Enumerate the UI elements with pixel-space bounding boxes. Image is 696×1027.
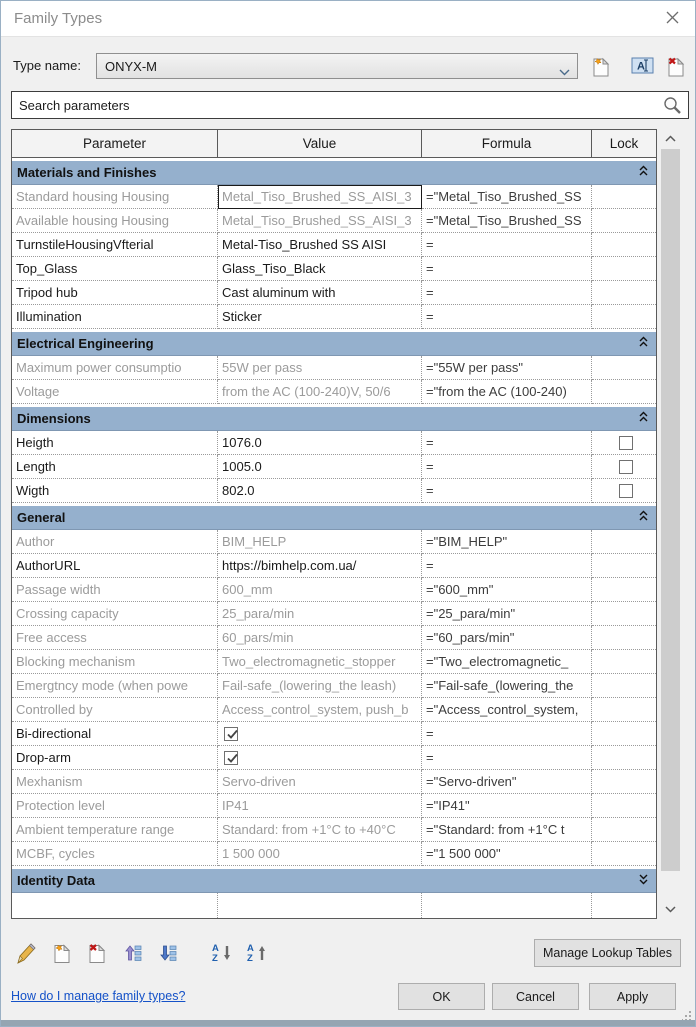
parameter-value-cell[interactable]: 55W per pass <box>218 356 422 380</box>
parameter-lock-cell[interactable] <box>592 842 656 866</box>
table-row <box>12 209 656 233</box>
empty-column <box>592 893 656 918</box>
table-row <box>12 455 656 479</box>
svg-text:A: A <box>636 60 645 73</box>
table-row <box>12 722 656 746</box>
parameter-lock-cell[interactable] <box>592 674 656 698</box>
parameter-value-cell[interactable]: Metal-Tiso_Brushed SS AISI <box>218 233 422 257</box>
parameter-lock-cell[interactable] <box>592 380 656 404</box>
table-row <box>12 530 656 554</box>
parameter-formula-cell[interactable]: ="60_pars/min" <box>422 626 592 650</box>
parameter-lock-cell[interactable] <box>592 554 656 578</box>
parameter-lock-cell[interactable] <box>592 818 656 842</box>
parameter-formula-cell[interactable]: ="from the AC (100-240) <box>422 380 592 404</box>
move-parameter-up-button[interactable] <box>118 940 144 968</box>
apply-button[interactable]: Apply <box>589 983 676 1010</box>
parameter-value-cell[interactable]: 1 500 000 <box>218 842 422 866</box>
parameter-lock-cell[interactable] <box>592 626 656 650</box>
type-name-value: ONYX-M <box>105 58 157 74</box>
parameter-formula-cell[interactable]: ="Two_electromagnetic_ <box>422 650 592 674</box>
empty-column <box>218 893 422 918</box>
section-title: Dimensions <box>17 411 91 426</box>
parameter-name-cell[interactable]: Bi-directional <box>12 722 218 746</box>
search-input[interactable] <box>11 91 689 119</box>
parameter-name-cell[interactable]: MCBF, cycles <box>12 842 218 866</box>
parameter-value-cell[interactable]: BIM_HELP <box>218 530 422 554</box>
resize-grip[interactable] <box>682 1008 692 1018</box>
parameter-value-cell[interactable]: Fail-safe_(lowering_the leash) <box>218 674 422 698</box>
section-header-general[interactable] <box>12 506 656 530</box>
parameter-formula-cell[interactable]: = <box>422 305 592 329</box>
vertical-scrollbar[interactable] <box>660 129 681 919</box>
parameter-lock-cell[interactable] <box>592 305 656 329</box>
column-header-parameter[interactable]: Parameter <box>12 130 218 157</box>
parameter-formula-cell[interactable]: ="1 500 000" <box>422 842 592 866</box>
parameter-name-cell[interactable]: Maximum power consumptio <box>12 356 218 380</box>
delete-type-button[interactable] <box>661 53 689 80</box>
table-row <box>12 746 656 770</box>
table-row <box>12 602 656 626</box>
parameter-formula-cell[interactable]: ="Access_control_system, <box>422 698 592 722</box>
search-icon[interactable] <box>662 96 682 121</box>
parameter-value-cell[interactable]: Two_electromagnetic_stopper <box>218 650 422 674</box>
edit-parameter-button[interactable] <box>13 940 39 968</box>
parameter-value-cell[interactable]: IP41 <box>218 794 422 818</box>
parameter-name-cell[interactable]: Wigth <box>12 479 218 503</box>
empty-column <box>422 893 592 918</box>
table-body <box>12 158 656 918</box>
parameter-formula-cell[interactable]: = <box>422 722 592 746</box>
section-header-identity-data[interactable] <box>12 869 656 893</box>
parameter-name-cell[interactable]: Passage width <box>12 578 218 602</box>
type-name-label: Type name: <box>13 58 81 73</box>
parameter-lock-cell[interactable] <box>592 794 656 818</box>
svg-text:A: A <box>212 943 219 954</box>
parameter-value-cell[interactable]: Glass_Tiso_Black <box>218 257 422 281</box>
table-row <box>12 842 656 866</box>
parameter-formula-cell[interactable]: ="BIM_HELP" <box>422 530 592 554</box>
parameter-value-cell[interactable]: Metal_Tiso_Brushed_SS_AISI_3 <box>218 185 422 209</box>
parameter-name-cell[interactable]: Protection level <box>12 794 218 818</box>
parameter-lock-cell[interactable] <box>592 257 656 281</box>
rename-type-button[interactable] <box>628 53 656 80</box>
section-header-electrical-engineering[interactable] <box>12 332 656 356</box>
section-header-materials-and-finishes[interactable] <box>12 161 656 185</box>
collapse-chevron-up-icon[interactable] <box>639 509 648 527</box>
table-row <box>12 305 656 329</box>
table-row <box>12 257 656 281</box>
help-link[interactable]: How do I manage family types? <box>11 989 186 1003</box>
parameter-formula-cell[interactable]: = <box>422 257 592 281</box>
parameter-lock-cell[interactable] <box>592 356 656 380</box>
value-checkbox[interactable] <box>224 727 238 741</box>
ok-button[interactable]: OK <box>398 983 485 1010</box>
search-placeholder: Search parameters <box>19 97 130 113</box>
table-row <box>12 281 656 305</box>
parameter-name-cell[interactable]: Emergtncy mode (when powe <box>12 674 218 698</box>
new-type-button[interactable] <box>586 53 614 80</box>
column-header-formula[interactable]: Formula <box>422 130 592 157</box>
parameter-value-cell[interactable]: https://bimhelp.com.ua/ <box>218 554 422 578</box>
parameter-name-cell[interactable]: Crossing capacity <box>12 602 218 626</box>
lock-checkbox[interactable] <box>619 460 633 474</box>
svg-text:A: A <box>247 943 254 954</box>
parameter-formula-cell[interactable]: ="Standard: from +1°C t <box>422 818 592 842</box>
type-name-row <box>1 53 695 81</box>
table-row <box>12 674 656 698</box>
sort-ascending-button[interactable] <box>209 940 235 968</box>
table-row <box>12 770 656 794</box>
new-parameter-button[interactable] <box>48 940 74 968</box>
parameter-value-cell[interactable]: from the AC (100-240)V, 50/6 <box>218 380 422 404</box>
parameter-formula-cell[interactable]: = <box>422 233 592 257</box>
parameter-formula-cell[interactable]: = <box>422 281 592 305</box>
parameter-lock-cell[interactable] <box>592 578 656 602</box>
table-empty-area <box>12 893 656 918</box>
parameter-name-cell[interactable]: Standard housing Housing <box>12 185 218 209</box>
parameter-value-cell[interactable]: Standard: from +1°C to +40°C <box>218 818 422 842</box>
section-title: Materials and Finishes <box>17 165 157 180</box>
column-header-lock[interactable]: Lock <box>609 136 639 151</box>
table-row <box>12 431 656 455</box>
collapse-chevron-up-icon[interactable] <box>639 164 648 182</box>
parameter-name-cell[interactable]: Ambient temperature range <box>12 818 218 842</box>
table-row <box>12 233 656 257</box>
parameter-formula-cell[interactable]: = <box>422 479 592 503</box>
parameter-value-cell[interactable]: 802.0 <box>218 479 422 503</box>
table-row <box>12 578 656 602</box>
parameter-name-cell[interactable]: Length <box>12 455 218 479</box>
parameter-name-cell[interactable]: Available housing Housing <box>12 209 218 233</box>
scrollbar-thumb[interactable] <box>661 149 680 871</box>
parameter-lock-cell[interactable] <box>592 602 656 626</box>
parameter-name-cell[interactable]: Mexhanism <box>12 770 218 794</box>
parameter-lock-cell[interactable] <box>592 185 656 209</box>
section-title: General <box>17 510 66 525</box>
parameter-value-cell[interactable]: 600_mm <box>218 578 422 602</box>
parameter-formula-cell[interactable]: ="55W per pass" <box>422 356 592 380</box>
window-bottom-edge <box>1 1020 695 1026</box>
parameter-formula-cell[interactable]: ="IP41" <box>422 794 592 818</box>
svg-text:Z: Z <box>247 953 253 964</box>
parameter-lock-cell[interactable] <box>592 209 656 233</box>
section-title: Identity Data <box>17 873 96 888</box>
table-row <box>12 380 656 404</box>
parameter-value-cell[interactable]: 25_para/min <box>218 602 422 626</box>
lock-checkbox[interactable] <box>619 436 633 450</box>
parameter-formula-cell[interactable]: = <box>422 431 592 455</box>
table-row <box>12 698 656 722</box>
collapse-chevron-up-icon[interactable] <box>639 410 648 428</box>
parameter-formula-cell[interactable]: ="Metal_Tiso_Brushed_SS <box>422 209 592 233</box>
collapse-chevron-down-icon[interactable] <box>639 872 648 890</box>
parameter-name-cell[interactable]: Heigth <box>12 431 218 455</box>
svg-text:Z: Z <box>212 953 218 964</box>
parameter-lock-cell[interactable] <box>592 746 656 770</box>
parameter-lock-cell[interactable] <box>592 770 656 794</box>
parameter-lock-cell[interactable] <box>592 281 656 305</box>
table-row <box>12 794 656 818</box>
parameter-toolbar <box>13 939 270 969</box>
parameter-formula-cell[interactable]: ="Servo-driven" <box>422 770 592 794</box>
parameter-lock-cell[interactable] <box>592 233 656 257</box>
column-header-value[interactable]: Value <box>218 130 422 157</box>
parameter-name-cell[interactable]: Top_Glass <box>12 257 218 281</box>
parameter-name-cell[interactable]: Blocking mechanism <box>12 650 218 674</box>
section-header-dimensions[interactable] <box>12 407 656 431</box>
cancel-button[interactable]: Cancel <box>492 983 579 1010</box>
manage-lookup-tables-button[interactable]: Manage Lookup Tables <box>534 939 681 967</box>
parameter-lock-cell[interactable] <box>592 722 656 746</box>
close-icon[interactable] <box>659 7 685 31</box>
parameter-lock-cell[interactable] <box>592 650 656 674</box>
parameter-formula-cell[interactable]: = <box>422 455 592 479</box>
parameter-lock-cell[interactable] <box>592 479 656 503</box>
parameter-name-cell[interactable]: Drop-arm <box>12 746 218 770</box>
parameter-value-cell[interactable] <box>218 722 422 746</box>
table-header <box>12 130 656 158</box>
parameter-value-cell[interactable]: Servo-driven <box>218 770 422 794</box>
scroll-up-icon[interactable] <box>660 129 681 148</box>
table-row <box>12 479 656 503</box>
table-row <box>12 650 656 674</box>
chevron-down-icon <box>559 63 570 81</box>
delete-parameter-button[interactable] <box>83 940 109 968</box>
parameter-value-cell[interactable]: 1005.0 <box>218 455 422 479</box>
table-row <box>12 626 656 650</box>
parameter-name-cell[interactable]: Author <box>12 530 218 554</box>
sort-descending-button[interactable] <box>244 940 270 968</box>
table-row <box>12 356 656 380</box>
parameter-formula-cell[interactable]: ="Fail-safe_(lowering_the <box>422 674 592 698</box>
scroll-down-icon[interactable] <box>660 900 681 919</box>
parameter-value-cell[interactable]: 1076.0 <box>218 431 422 455</box>
parameter-value-cell[interactable]: Sticker <box>218 305 422 329</box>
empty-column <box>12 893 218 918</box>
collapse-chevron-up-icon[interactable] <box>639 335 648 353</box>
value-checkbox[interactable] <box>224 751 238 765</box>
parameter-name-cell[interactable]: Illumination <box>12 305 218 329</box>
parameter-formula-cell[interactable]: ="25_para/min" <box>422 602 592 626</box>
lock-checkbox[interactable] <box>619 484 633 498</box>
table-row <box>12 185 656 209</box>
parameter-name-cell[interactable]: Voltage <box>12 380 218 404</box>
table-row <box>12 818 656 842</box>
parameter-lock-cell[interactable] <box>592 698 656 722</box>
parameters-table <box>11 129 657 919</box>
parameter-name-cell[interactable]: TurnstileHousingVfterial <box>12 233 218 257</box>
parameter-name-cell[interactable]: Controlled by <box>12 698 218 722</box>
type-name-select[interactable] <box>96 53 578 79</box>
section-title: Electrical Engineering <box>17 336 154 351</box>
parameter-formula-cell[interactable]: = <box>422 746 592 770</box>
parameter-lock-cell[interactable] <box>592 431 656 455</box>
table-row <box>12 554 656 578</box>
title-bar <box>1 1 695 37</box>
parameter-lock-cell[interactable] <box>592 530 656 554</box>
parameter-value-cell[interactable] <box>218 746 422 770</box>
parameter-value-cell[interactable]: Metal_Tiso_Brushed_SS_AISI_3 <box>218 209 422 233</box>
parameter-lock-cell[interactable] <box>592 455 656 479</box>
parameter-value-cell[interactable]: 60_pars/min <box>218 626 422 650</box>
parameter-value-cell[interactable]: Access_control_system, push_b <box>218 698 422 722</box>
parameter-formula-cell[interactable]: = <box>422 554 592 578</box>
parameter-name-cell[interactable]: Tripod hub <box>12 281 218 305</box>
move-parameter-down-button[interactable] <box>153 940 179 968</box>
parameter-formula-cell[interactable]: ="600_mm" <box>422 578 592 602</box>
parameter-name-cell[interactable]: AuthorURL <box>12 554 218 578</box>
parameter-value-cell[interactable]: Cast aluminum with <box>218 281 422 305</box>
parameter-formula-cell[interactable]: ="Metal_Tiso_Brushed_SS <box>422 185 592 209</box>
parameter-name-cell[interactable]: Free access <box>12 626 218 650</box>
dialog-title: Family Types <box>14 10 103 27</box>
